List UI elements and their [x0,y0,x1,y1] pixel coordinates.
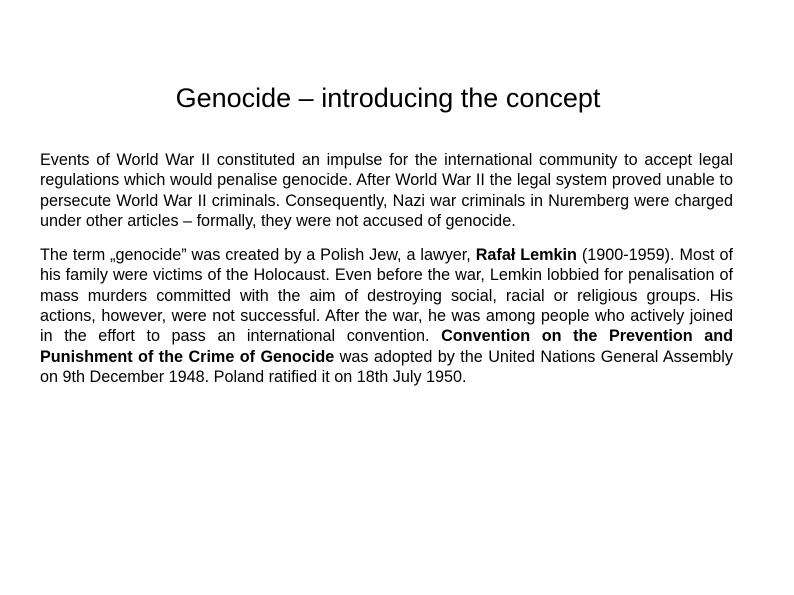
slide-title: Genocide – introducing the concept [175,83,601,113]
paragraph-events: Events of World War II constituted an impulse for the international community to accept legal regulations which would penalise genocide. After World War II the legal system proved unable to persecute World War II criminals. Consequently, Nazi war criminals in Nuremberg were charged under other articles – formally, they were not accused of genocide. [40,151,733,230]
paragraph-lemkin-text-1: The term „genocide” was created by a Polish Jew, a lawyer, [40,246,476,265]
paragraph-lemkin-text-3: was adopted by the United Nations General Assembly on 9th December 1948. Poland ratified it on 18th July 1950. [40,347,734,386]
convention-name: Convention on the Prevention and Punishment of the Crime of Genocide [40,327,733,366]
lemkin-name: Rafał Lemkin [475,246,577,265]
slide-body [40,150,733,401]
paragraph-lemkin-text-2: (1900-1959). Most of his family were victims of the Holocaust. Even before the war, Lemkin lobbied for penalisation of mass murders committed with the aim of destroying social, racial or religious groups. His actions, however, were not successful. After the war, he was among people who actively joined in the effort to pass an international convention. [40,246,733,346]
paragraph-lemkin [40,245,733,387]
